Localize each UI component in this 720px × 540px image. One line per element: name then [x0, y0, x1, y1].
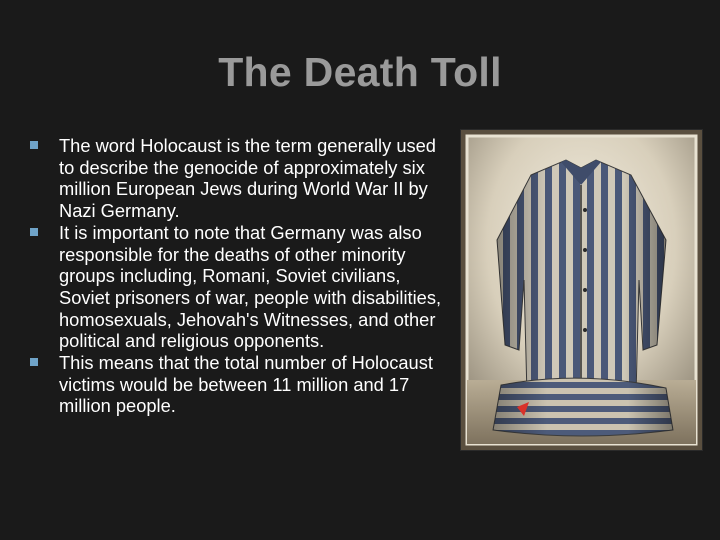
square-bullet-icon	[30, 141, 38, 149]
bullet-text: The word Holocaust is the term generally used to describe the genocide of approximately six million European Jews during World War II by Nazi Germany.	[59, 135, 436, 222]
slide-title: The Death Toll	[218, 49, 502, 95]
bullet-list	[30, 135, 455, 417]
square-bullet-icon	[30, 358, 38, 366]
bullet-item	[30, 222, 455, 352]
square-bullet-icon	[30, 228, 38, 236]
bullet-text: It is important to note that Germany was also responsible for the deaths of other minority groups including, Romani, Soviet civilians, Soviet prisoners of war, people with disabilities, homosexuals, Jehovah's Witnesses, and other political and religious opponents.	[59, 221, 442, 352]
bullet-item	[30, 135, 455, 222]
striped-uniform-photo	[461, 130, 702, 450]
bullet-item	[30, 352, 455, 417]
bullet-text: This means that the total number of Holocaust victims would be between 11 million and 17 million people.	[59, 352, 433, 417]
